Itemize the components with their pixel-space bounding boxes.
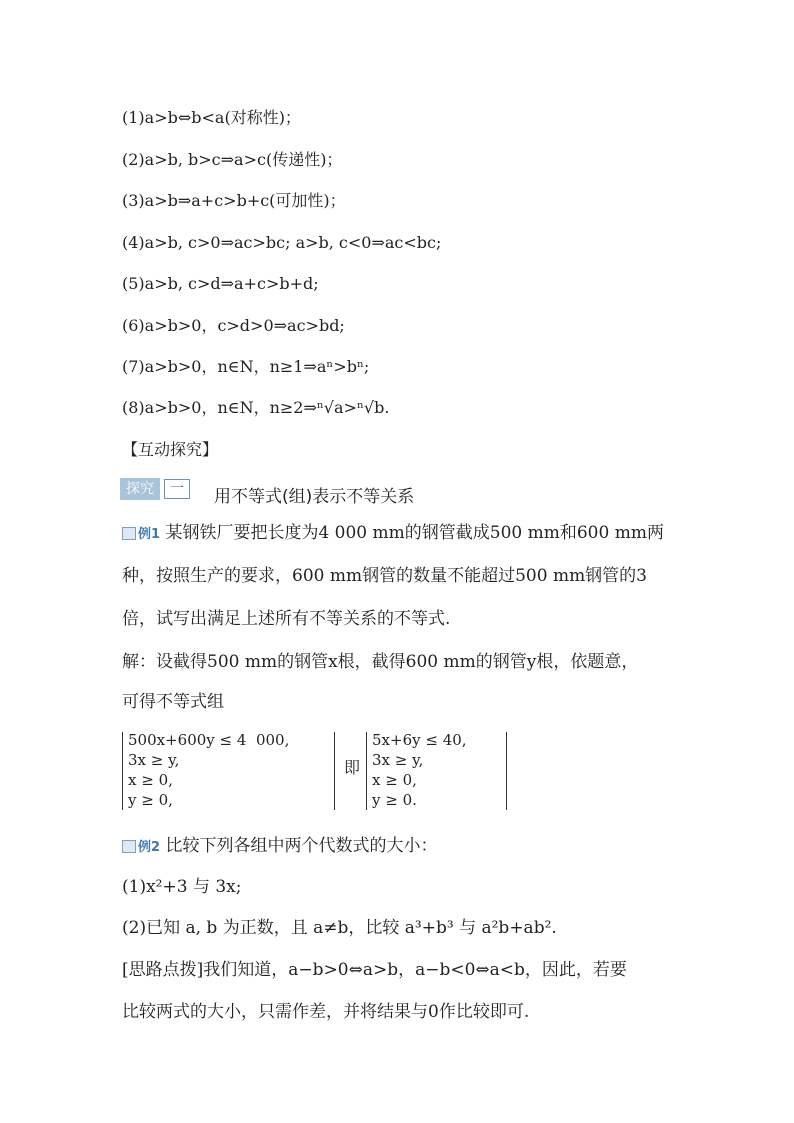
left-system-brace bbox=[122, 732, 123, 810]
left-system-close bbox=[334, 732, 335, 810]
left-system bbox=[128, 730, 289, 810]
example2-title: 比较下列各组中两个代数式的大小： bbox=[165, 836, 438, 856]
property-5: (5)a>b, c>d⇒a+c>b+d; bbox=[122, 274, 319, 293]
right-system-brace bbox=[366, 732, 367, 810]
left-system-row: x ≥ 0, bbox=[128, 771, 173, 789]
left-system-row: 3x ≥ y, bbox=[128, 751, 180, 769]
example1-text-3: 倍，试写出满足上述所有不等关系的不等式. bbox=[122, 609, 451, 629]
hint-line-2: 比较两式的大小，只需作差，并将结果与0作比较即可. bbox=[122, 1002, 530, 1022]
example2-line-1 bbox=[122, 836, 674, 858]
property-1: (1)a>b⇔b<a(对称性)； bbox=[122, 108, 301, 127]
example1-label: 例1 bbox=[138, 527, 161, 542]
example2-item-2: (2)已知 a, b 为正数，且 a≠b，比较 a³+b³ 与 a²b+ab². bbox=[122, 918, 557, 938]
example2-item-1: (1)x²+3 与 3x; bbox=[122, 877, 242, 897]
example-icon bbox=[122, 840, 136, 853]
solution-line-2: 可得不等式组 bbox=[122, 692, 224, 712]
property-3: (3)a>b⇒a+c>b+c(可加性)； bbox=[122, 191, 346, 210]
solution-line-1: 解：设截得500 mm的钢管x根，截得600 mm的钢管y根，依题意， bbox=[122, 652, 639, 672]
topic-title: 用不等式(组)表示不等关系 bbox=[214, 487, 415, 507]
property-8: (8)a>b>0，n∈N，n≥2⇒ⁿ√a>ⁿ√b. bbox=[122, 398, 390, 417]
property-2: (2)a>b, b>c⇒a>c(传递性)； bbox=[122, 150, 343, 169]
example1-line-1 bbox=[122, 523, 674, 545]
right-system-row: 5x+6y ≤ 40, bbox=[372, 731, 467, 749]
left-system-row: y ≥ 0, bbox=[128, 791, 173, 809]
explore-tag-number: 一 bbox=[164, 479, 190, 499]
example2-label: 例2 bbox=[138, 840, 161, 855]
right-system-row: y ≥ 0. bbox=[372, 791, 417, 809]
example-icon bbox=[122, 527, 136, 540]
property-4: (4)a>b, c>0⇒ac>bc; a>b, c<0⇒ac<bc; bbox=[122, 233, 442, 252]
right-system-close bbox=[506, 732, 507, 810]
explore-tag-label: 探究 bbox=[120, 478, 160, 500]
explore-tag bbox=[120, 478, 190, 500]
example1-text-2: 种，按照生产的要求，600 mm钢管的数量不能超过500 mm钢管的3 bbox=[122, 566, 647, 586]
right-system-row: 3x ≥ y, bbox=[372, 751, 424, 769]
left-system-row: 500x+600y ≤ 4 000, bbox=[128, 731, 290, 749]
right-system-row: x ≥ 0, bbox=[372, 771, 417, 789]
property-6: (6)a>b>0，c>d>0⇒ac>bd; bbox=[122, 316, 345, 335]
property-7: (7)a>b>0，n∈N，n≥1⇒aⁿ>bⁿ; bbox=[122, 357, 370, 376]
example1-text-1: 某钢铁厂要把长度为4 000 mm的钢管截成500 mm和600 mm两 bbox=[165, 523, 664, 543]
connector-ji: 即 bbox=[344, 758, 361, 777]
right-system bbox=[372, 730, 467, 810]
section-heading: 【互动探究】 bbox=[122, 440, 219, 459]
hint-line-1: [思路点拨]我们知道，a−b>0⇔a>b，a−b<0⇔a<b，因此，若要 bbox=[122, 960, 627, 980]
